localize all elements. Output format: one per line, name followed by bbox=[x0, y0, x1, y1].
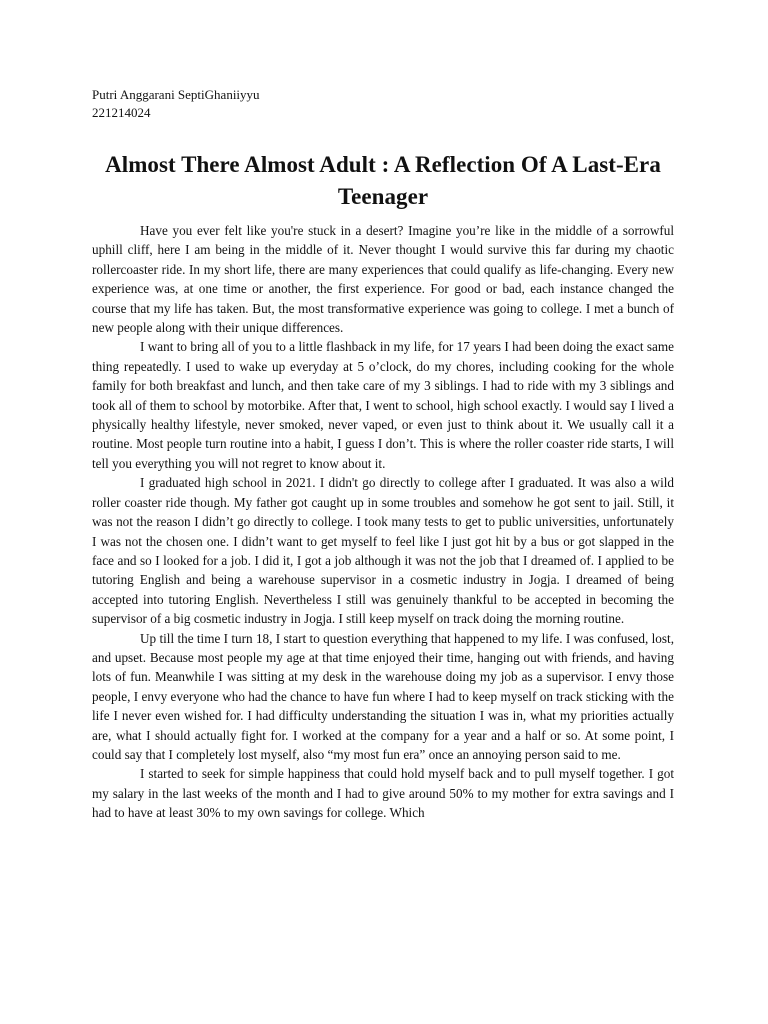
essay-body bbox=[92, 221, 674, 823]
paragraph-4: Up till the time I turn 18, I start to question everything that happened to my life. I was confused, lost, and upset. Because most people my age at that time enjoyed their time, hanging out with friends, and having lots of fun. Meanwhile I was sitting at my desk in the warehouse doing my job as a supervisor. I envy those people, I envy everyone who had the chance to have fun where I had to keep myself on track sticking with the life I never even wished for. I had difficulty understanding the situation I was in, what my priorities actually are, what I should actually fight for. I worked at the company for a year and a half or so. At some point, I could say that I completely lost myself, also “my most fun era” once an annoying person said to me. bbox=[92, 630, 674, 762]
document-page bbox=[92, 86, 674, 823]
document-title: Almost There Almost Adult : A Reflection Of A Last-Era Teenager bbox=[105, 152, 661, 209]
paragraph-5: I started to seek for simple happiness that could hold myself back and to pull myself together. I got my salary in the last weeks of the month and I had to give around 50% to my mother for extra savings and I had to have at least 30% to my own savings for college. Which bbox=[92, 766, 674, 821]
student-id: 221214024 bbox=[92, 105, 151, 120]
author-block bbox=[92, 86, 674, 122]
paragraph-2: I want to bring all of you to a little flashback in my life, for 17 years I had been doing the exact same thing repeatedly. I used to wake up everyday at 5 o’clock, do my chores, including cooking for the whole family for both breakfast and lunch, and then take care of my 3 siblings. I had to ride with my 3 siblings and took all of them to school by motorbike. After that, I went to school, high school exactly. I would say I lived a physically healthy lifestyle, never smoked, never vaped, or even just to think about it. We usually call it a routine. Most people turn routine into a habit, I guess I don’t. This is where the roller coaster ride starts, I will tell you everything you will not regret to know about it. bbox=[92, 339, 674, 471]
author-name: Putri Anggarani SeptiGhaniiyyu bbox=[92, 87, 260, 102]
paragraph-1: Have you ever felt like you're stuck in a desert? Imagine you’re like in the middle of a sorrowful uphill cliff, here I am being in the middle of it. Never thought I would survive this far during my chaotic rollercoaster ride. In my short life, there are many experiences that could qualify as life-changing. Every new experience was, at one time or another, the first experience. For good or bad, each instance changed the course that my life has taken. But, the most transformative experience was going to college. I met a bunch of new people along with their unique differences. bbox=[92, 223, 674, 336]
paragraph-3: I graduated high school in 2021. I didn't go directly to college after I graduated. It was also a wild roller coaster ride though. My father got caught up in some troubles and somehow he got sent to jail. Still, it was not the reason I didn’t go directly to college. I took many tests to get to public universities, unfortunately I was not the chosen one. I didn’t want to get myself to feel like I just got hit by a bus or got slapped in the face and so I looked for a job. I did it, I got a job although it was not the job that I dreamed of. I applied to be tutoring English and being a warehouse supervisor in a cosmetic industry in Jogja. I dreamed of being accepted into tutoring English. Nevertheless I still was genuinely thankful to be accepted in becoming the supervisor of a big cosmetic industry in Jogja. I still keep myself on track doing the morning routine. bbox=[92, 475, 674, 627]
